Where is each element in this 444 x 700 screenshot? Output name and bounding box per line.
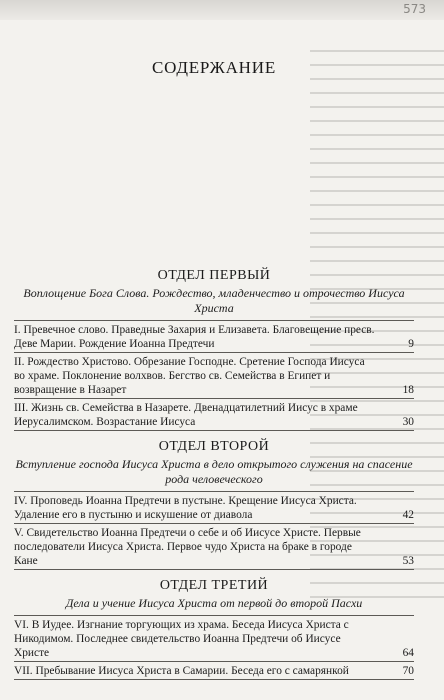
entry-text: II. Рождество Христово. Обрезание Господне. Сретение Господа Иисуса во храме. Поклонение волхвов. Бегство св. Семейства в Египет и возвращение в Назарет [14, 356, 365, 396]
page-header-band [0, 0, 444, 20]
toc-entry-6[interactable] [14, 615, 414, 661]
page-number: 573 [403, 2, 426, 16]
toc-entry-3[interactable] [14, 398, 414, 431]
section-title: ОТДЕЛ ПЕРВЫЙ [157, 268, 271, 283]
section-subtitle: Воплощение Бога Слова. Рождество, младенчество и отрочество Иисуса Христа [23, 286, 405, 315]
toc-entry-2[interactable] [14, 352, 414, 398]
section-1 [14, 268, 414, 431]
entry-page: 53 [402, 555, 414, 567]
entry-text: IV. Проповедь Иоанна Предтечи в пустыне. Крещение Иисуса Христа. Удаление его в пустыню и искушение от диавола [14, 495, 357, 521]
section-subtitle: Дела и учение Иисуса Христа от первой до второй Пасхи [65, 596, 363, 610]
toc-entry-1[interactable] [14, 320, 414, 352]
toc-entry-5[interactable] [14, 523, 414, 570]
toc-entry-7[interactable] [14, 661, 414, 680]
toc-title: СОДЕРЖАНИЕ [151, 58, 277, 77]
section-3 [14, 578, 414, 680]
entry-page: 9 [408, 338, 414, 350]
entry-text: V. Свидетельство Иоанна Предтечи о себе и об Иисусе Христе. Первые последователи Иисуса Христа. Первое чудо Христа на браке в городе Кане [14, 527, 361, 567]
entry-text: VII. Пребывание Иисуса Христа в Самарии. Беседа его с самарянкой [14, 665, 349, 677]
entry-text: III. Жизнь св. Семейства в Назарете. Двенадцатилетний Иисус в храме Иерусалимском. Возрастание Иисуса [14, 402, 358, 428]
entry-text: VI. В Иудее. Изгнание торгующих из храма. Беседа Иисуса Христа с Никодимом. Последнее свидетельство Иоанна Предтечи об Иисусе Христе [14, 619, 349, 659]
section-title: ОТДЕЛ ВТОРОЙ [158, 439, 270, 454]
entry-page: 70 [402, 665, 414, 677]
section-title: ОТДЕЛ ТРЕТИЙ [159, 578, 269, 593]
entry-page: 18 [402, 384, 414, 396]
entry-page: 42 [402, 509, 414, 521]
table-of-contents [14, 58, 414, 680]
entry-page: 64 [402, 647, 414, 659]
section-subtitle: Вступление господа Иисуса Христа в дело открытого служения на спасение рода человеческого [15, 457, 413, 486]
entry-page: 30 [402, 416, 414, 428]
toc-entry-4[interactable] [14, 491, 414, 523]
entry-text: I. Превечное слово. Праведные Захария и Елизавета. Благовещение пресв. Деве Марии. Рождение Иоанна Предтечи [14, 324, 375, 350]
section-2 [14, 439, 414, 570]
